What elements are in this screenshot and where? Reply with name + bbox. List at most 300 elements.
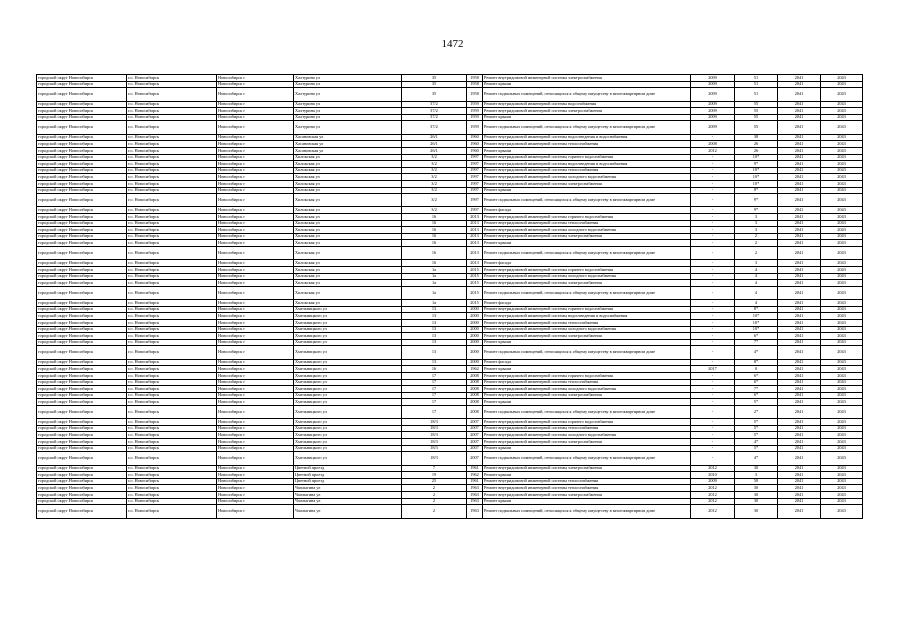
cell-work-type: Ремонт фасада xyxy=(483,207,691,214)
cell-street: Хилокская ул xyxy=(294,240,402,247)
cell-city: г.о. Новосибирск xyxy=(127,498,217,505)
cell-street: Хилокская ул xyxy=(294,260,402,267)
cell-city: г.о. Новосибирск xyxy=(127,227,217,234)
table-row xyxy=(37,207,863,214)
cell-build-year: 2008 xyxy=(467,372,483,379)
cell-work-type: Ремонт крыши xyxy=(483,498,691,505)
cell-plan-start: 2041 xyxy=(778,452,821,465)
cell-city: г.о. Новосибирск xyxy=(127,114,217,121)
table-row xyxy=(37,194,863,207)
page-number: 1472 xyxy=(441,38,464,50)
cell-street: Хилокская ул xyxy=(294,267,402,274)
cell-build-year: 1997 xyxy=(467,187,483,194)
cell-build-year: 2007 xyxy=(467,432,483,439)
cell-house: 3/2 xyxy=(402,207,467,214)
cell-plan-end: 2043 xyxy=(821,167,863,174)
cell-work-type: Ремонт подвальных помещений, относящихся к общему имуществу в многоквартирном доме xyxy=(483,286,691,299)
cell-last-repair-year: 2009 xyxy=(691,478,735,485)
cell-city: г.о. Новосибирск xyxy=(127,121,217,134)
cell-work-type: Ремонт внутридомовой инженерной системы электроснабжения xyxy=(483,465,691,472)
cell-city: г.о. Новосибирск xyxy=(127,439,217,446)
cell-street: Цветной проезд xyxy=(294,465,402,472)
cell-build-year: 2008 xyxy=(467,386,483,393)
cell-okrug: городской округ Новосибирск xyxy=(37,366,127,373)
cell-city: г.о. Новосибирск xyxy=(127,134,217,141)
cell-city: г.о. Новосибирск xyxy=(127,154,217,161)
cell-okrug: городской округ Новосибирск xyxy=(37,233,127,240)
cell-plan-start: 2041 xyxy=(778,88,821,101)
cell-wear-value: 10* xyxy=(735,167,778,174)
cell-okrug: городской округ Новосибирск xyxy=(37,392,127,399)
cell-street: Хилокская ул xyxy=(294,300,402,307)
cell-okrug: городской округ Новосибирск xyxy=(37,220,127,227)
cell-plan-start: 2041 xyxy=(778,399,821,406)
cell-house: 7 xyxy=(402,465,467,472)
cell-city: г.о. Новосибирск xyxy=(127,392,217,399)
cell-build-year: 2000 xyxy=(467,339,483,346)
cell-wear-value: 2 xyxy=(735,247,778,260)
table-row xyxy=(37,326,863,333)
cell-house: 13 xyxy=(402,346,467,359)
cell-work-type: Ремонт внутридомовой инженерной системы горячего водоснабжения xyxy=(483,214,691,221)
cell-plan-end: 2043 xyxy=(821,366,863,373)
cell-okrug: городской округ Новосибирск xyxy=(37,472,127,479)
cell-okrug: городской округ Новосибирск xyxy=(37,227,127,234)
cell-house: 13 xyxy=(402,319,467,326)
cell-okrug: городской округ Новосибирск xyxy=(37,267,127,274)
cell-plan-start: 2041 xyxy=(778,161,821,168)
cell-settlement: Новосибирск г xyxy=(217,207,294,214)
cell-build-year: 1960 xyxy=(467,147,483,154)
cell-plan-end: 2043 xyxy=(821,452,863,465)
cell-okrug: городской округ Новосибирск xyxy=(37,492,127,499)
cell-okrug: городской округ Новосибирск xyxy=(37,81,127,88)
table-row xyxy=(37,306,863,313)
cell-house: 2 xyxy=(402,492,467,499)
cell-wear-value: 9* xyxy=(735,207,778,214)
cell-house: 3/2 xyxy=(402,180,467,187)
cell-house: 2 xyxy=(402,498,467,505)
cell-street: Хмельницкого ул xyxy=(294,445,402,452)
cell-work-type: Ремонт крыши xyxy=(483,81,691,88)
cell-plan-start: 2041 xyxy=(778,101,821,108)
cell-plan-start: 2041 xyxy=(778,405,821,418)
cell-house: 18/3 xyxy=(402,439,467,446)
cell-street: Хасановская ул xyxy=(294,147,402,154)
cell-wear-value: 6* xyxy=(735,372,778,379)
cell-wear-value: 5* xyxy=(735,432,778,439)
cell-house: 1а xyxy=(402,267,467,274)
cell-plan-end: 2043 xyxy=(821,432,863,439)
cell-wear-value: 51 xyxy=(735,75,778,82)
cell-street: Хилокская ул xyxy=(294,154,402,161)
cell-house: 16 xyxy=(402,260,467,267)
cell-plan-start: 2041 xyxy=(778,300,821,307)
cell-street: Хилокская ул xyxy=(294,214,402,221)
cell-plan-start: 2041 xyxy=(778,346,821,359)
cell-settlement: Новосибирск г xyxy=(217,379,294,386)
table-row xyxy=(37,300,863,307)
cell-work-type: Ремонт крыши xyxy=(483,114,691,121)
table-body xyxy=(37,75,863,519)
cell-city: г.о. Новосибирск xyxy=(127,465,217,472)
cell-build-year: 2013 xyxy=(467,220,483,227)
cell-last-repair-year: 2009 xyxy=(691,101,735,108)
cell-house: 17 xyxy=(402,392,467,399)
cell-street: Хмельницкого ул xyxy=(294,372,402,379)
cell-build-year: 1959 xyxy=(467,101,483,108)
table-row xyxy=(37,505,863,518)
table-row xyxy=(37,386,863,393)
cell-plan-start: 2041 xyxy=(778,505,821,518)
cell-city: г.о. Новосибирск xyxy=(127,180,217,187)
cell-work-type: Ремонт внутридомовой инженерной системы электроснабжения xyxy=(483,439,691,446)
cell-plan-end: 2043 xyxy=(821,227,863,234)
cell-wear-value: 30 xyxy=(735,465,778,472)
cell-city: г.о. Новосибирск xyxy=(127,313,217,320)
cell-street: Хилокская ул xyxy=(294,280,402,287)
cell-city: г.о. Новосибирск xyxy=(127,445,217,452)
cell-house: 13 xyxy=(402,339,467,346)
cell-plan-start: 2041 xyxy=(778,425,821,432)
cell-city: г.о. Новосибирск xyxy=(127,359,217,366)
cell-last-repair-year: - xyxy=(691,174,735,181)
cell-work-type: Ремонт крыши xyxy=(483,445,691,452)
table-row xyxy=(37,339,863,346)
cell-plan-start: 2041 xyxy=(778,267,821,274)
cell-okrug: городской округ Новосибирск xyxy=(37,313,127,320)
cell-street: Чаплыгина ул xyxy=(294,485,402,492)
cell-okrug: городской округ Новосибирск xyxy=(37,333,127,340)
cell-last-repair-year: - xyxy=(691,399,735,406)
cell-okrug: городской округ Новосибирск xyxy=(37,439,127,446)
cell-work-type: Ремонт крыши xyxy=(483,399,691,406)
cell-build-year: 1997 xyxy=(467,154,483,161)
table-row xyxy=(37,174,863,181)
table-row xyxy=(37,485,863,492)
cell-work-type: Ремонт внутридомовой инженерной системы горячего водоснабжения xyxy=(483,372,691,379)
cell-wear-value: 26 xyxy=(735,147,778,154)
table-row xyxy=(37,280,863,287)
cell-wear-value: 55 xyxy=(735,108,778,115)
cell-work-type: Ремонт внутридомовой инженерной системы теплоснабжения xyxy=(483,478,691,485)
cell-last-repair-year: - xyxy=(691,220,735,227)
cell-last-repair-year: - xyxy=(691,313,735,320)
cell-city: г.о. Новосибирск xyxy=(127,161,217,168)
cell-plan-end: 2043 xyxy=(821,247,863,260)
cell-city: г.о. Новосибирск xyxy=(127,492,217,499)
table-row xyxy=(37,372,863,379)
cell-settlement: Новосибирск г xyxy=(217,214,294,221)
cell-wear-value: 3 xyxy=(735,227,778,234)
cell-street: Халтурина ул xyxy=(294,114,402,121)
cell-build-year: 1958 xyxy=(467,75,483,82)
cell-build-year: 1959 xyxy=(467,121,483,134)
cell-work-type: Ремонт внутридомовой инженерной системы холодного водоснабжения xyxy=(483,432,691,439)
cell-build-year: 1997 xyxy=(467,194,483,207)
cell-plan-end: 2043 xyxy=(821,472,863,479)
cell-okrug: городской округ Новосибирск xyxy=(37,359,127,366)
cell-okrug: городской округ Новосибирск xyxy=(37,75,127,82)
cell-city: г.о. Новосибирск xyxy=(127,167,217,174)
cell-plan-start: 2041 xyxy=(778,81,821,88)
cell-last-repair-year: 2010 xyxy=(691,472,735,479)
cell-plan-start: 2041 xyxy=(778,372,821,379)
cell-house: 37/2 xyxy=(402,101,467,108)
cell-plan-start: 2041 xyxy=(778,207,821,214)
table-row xyxy=(37,366,863,373)
cell-wear-value: 8* xyxy=(735,187,778,194)
cell-last-repair-year: - xyxy=(691,154,735,161)
cell-work-type: Ремонт внутридомовой инженерной системы электроснабжения xyxy=(483,75,691,82)
cell-city: г.о. Новосибирск xyxy=(127,300,217,307)
cell-work-type: Ремонт внутридомовой инженерной системы электроснабжения xyxy=(483,492,691,499)
cell-settlement: Новосибирск г xyxy=(217,425,294,432)
cell-settlement: Новосибирск г xyxy=(217,300,294,307)
cell-wear-value: 10* xyxy=(735,154,778,161)
cell-plan-end: 2043 xyxy=(821,154,863,161)
cell-okrug: городской округ Новосибирск xyxy=(37,399,127,406)
cell-wear-value: 4* xyxy=(735,452,778,465)
cell-city: г.о. Новосибирск xyxy=(127,366,217,373)
cell-last-repair-year: - xyxy=(691,214,735,221)
cell-okrug: городской округ Новосибирск xyxy=(37,432,127,439)
cell-city: г.о. Новосибирск xyxy=(127,147,217,154)
cell-wear-value: 9* xyxy=(735,194,778,207)
table-row xyxy=(37,445,863,452)
cell-settlement: Новосибирск г xyxy=(217,478,294,485)
cell-city: г.о. Новосибирск xyxy=(127,247,217,260)
cell-work-type: Ремонт внутридомовой инженерной системы теплоснабжения xyxy=(483,485,691,492)
cell-work-type: Ремонт внутридомовой инженерной системы теплоснабжения xyxy=(483,220,691,227)
cell-settlement: Новосибирск г xyxy=(217,108,294,115)
cell-okrug: городской округ Новосибирск xyxy=(37,121,127,134)
cell-plan-start: 2041 xyxy=(778,379,821,386)
cell-street: Халтурина ул xyxy=(294,81,402,88)
cell-okrug: городской округ Новосибирск xyxy=(37,300,127,307)
cell-plan-end: 2043 xyxy=(821,359,863,366)
cell-okrug: городской округ Новосибирск xyxy=(37,419,127,426)
cell-build-year: 2000 xyxy=(467,319,483,326)
cell-city: г.о. Новосибирск xyxy=(127,319,217,326)
cell-wear-value: 9* xyxy=(735,161,778,168)
cell-wear-value: 5* xyxy=(735,445,778,452)
cell-work-type: Ремонт внутридомовой инженерной системы холодного водоснабжения xyxy=(483,174,691,181)
cell-house: 37/2 xyxy=(402,108,467,115)
cell-settlement: Новосибирск г xyxy=(217,161,294,168)
cell-build-year: 2000 xyxy=(467,333,483,340)
cell-street: Халтурина ул xyxy=(294,108,402,115)
cell-plan-end: 2043 xyxy=(821,386,863,393)
cell-build-year: 2015 xyxy=(467,300,483,307)
cell-last-repair-year: - xyxy=(691,405,735,418)
cell-settlement: Новосибирск г xyxy=(217,386,294,393)
cell-wear-value: 10* xyxy=(735,326,778,333)
cell-street: Хмельницкого ул xyxy=(294,425,402,432)
cell-city: г.о. Новосибирск xyxy=(127,220,217,227)
cell-last-repair-year: - xyxy=(691,439,735,446)
cell-house: 13 xyxy=(402,333,467,340)
cell-house: 25 xyxy=(402,478,467,485)
table-row xyxy=(37,214,863,221)
cell-plan-start: 2041 xyxy=(778,419,821,426)
table-row xyxy=(37,392,863,399)
cell-last-repair-year: 2009 xyxy=(691,114,735,121)
cell-plan-end: 2043 xyxy=(821,194,863,207)
cell-settlement: Новосибирск г xyxy=(217,372,294,379)
cell-okrug: городской округ Новосибирск xyxy=(37,465,127,472)
cell-build-year: 1962 xyxy=(467,366,483,373)
cell-last-repair-year: - xyxy=(691,452,735,465)
cell-settlement: Новосибирск г xyxy=(217,432,294,439)
cell-street: Хилокская ул xyxy=(294,227,402,234)
cell-last-repair-year: - xyxy=(691,346,735,359)
cell-street: Хмельницкого ул xyxy=(294,379,402,386)
cell-settlement: Новосибирск г xyxy=(217,319,294,326)
cell-last-repair-year: - xyxy=(691,392,735,399)
table-row xyxy=(37,75,863,82)
cell-wear-value: 5* xyxy=(735,399,778,406)
cell-plan-start: 2041 xyxy=(778,439,821,446)
cell-street: Халтурина ул xyxy=(294,75,402,82)
cell-plan-end: 2043 xyxy=(821,174,863,181)
cell-plan-end: 2043 xyxy=(821,286,863,299)
cell-wear-value: 2 xyxy=(735,233,778,240)
cell-street: Хмельницкого ул xyxy=(294,313,402,320)
cell-house: 3/2 xyxy=(402,194,467,207)
cell-plan-start: 2041 xyxy=(778,359,821,366)
cell-street: Хмельницкого ул xyxy=(294,452,402,465)
cell-plan-start: 2041 xyxy=(778,273,821,280)
cell-work-type: Ремонт внутридомовой инженерной системы теплоснабжения xyxy=(483,167,691,174)
cell-build-year: 2000 xyxy=(467,326,483,333)
cell-wear-value: 30 xyxy=(735,498,778,505)
cell-plan-start: 2041 xyxy=(778,478,821,485)
cell-build-year: 2015 xyxy=(467,273,483,280)
cell-city: г.о. Новосибирск xyxy=(127,273,217,280)
cell-plan-start: 2041 xyxy=(778,114,821,121)
cell-plan-end: 2043 xyxy=(821,333,863,340)
cell-plan-end: 2043 xyxy=(821,419,863,426)
cell-city: г.о. Новосибирск xyxy=(127,187,217,194)
cell-settlement: Новосибирск г xyxy=(217,121,294,134)
cell-work-type: Ремонт крыши xyxy=(483,240,691,247)
cell-street: Хмельницкого ул xyxy=(294,405,402,418)
cell-settlement: Новосибирск г xyxy=(217,286,294,299)
table-row xyxy=(37,88,863,101)
cell-plan-end: 2043 xyxy=(821,280,863,287)
cell-plan-start: 2041 xyxy=(778,134,821,141)
cell-okrug: городской округ Новосибирск xyxy=(37,505,127,518)
cell-wear-value: 5* xyxy=(735,425,778,432)
cell-okrug: городской округ Новосибирск xyxy=(37,180,127,187)
cell-build-year: 1962 xyxy=(467,472,483,479)
cell-city: г.о. Новосибирск xyxy=(127,326,217,333)
cell-build-year: 2007 xyxy=(467,445,483,452)
table-row xyxy=(37,227,863,234)
cell-plan-end: 2043 xyxy=(821,339,863,346)
cell-last-repair-year: - xyxy=(691,339,735,346)
cell-plan-end: 2043 xyxy=(821,445,863,452)
table-row xyxy=(37,399,863,406)
cell-house: 35 xyxy=(402,88,467,101)
cell-house: 1а xyxy=(402,300,467,307)
cell-plan-end: 2043 xyxy=(821,372,863,379)
table-row xyxy=(37,180,863,187)
cell-okrug: городской округ Новосибирск xyxy=(37,154,127,161)
cell-last-repair-year: - xyxy=(691,134,735,141)
cell-plan-end: 2043 xyxy=(821,233,863,240)
cell-plan-end: 2043 xyxy=(821,214,863,221)
cell-build-year: 2013 xyxy=(467,260,483,267)
cell-street: Хмельницкого ул xyxy=(294,366,402,373)
cell-build-year: 2015 xyxy=(467,286,483,299)
cell-settlement: Новосибирск г xyxy=(217,180,294,187)
cell-okrug: городской округ Новосибирск xyxy=(37,405,127,418)
table-row xyxy=(37,154,863,161)
cell-wear-value: 38 xyxy=(735,134,778,141)
cell-wear-value: 4 xyxy=(735,267,778,274)
cell-plan-end: 2043 xyxy=(821,114,863,121)
cell-city: г.о. Новосибирск xyxy=(127,108,217,115)
cell-plan-start: 2041 xyxy=(778,386,821,393)
cell-street: Чаплыгина ул xyxy=(294,505,402,518)
cell-street: Чаплыгина ул xyxy=(294,492,402,499)
cell-work-type: Ремонт внутридомовой инженерной системы теплоснабжения xyxy=(483,379,691,386)
cell-street: Хмельницкого ул xyxy=(294,333,402,340)
cell-street: Хилокская ул xyxy=(294,220,402,227)
cell-build-year: 2007 xyxy=(467,439,483,446)
cell-house: 3/2 xyxy=(402,154,467,161)
cell-city: г.о. Новосибирск xyxy=(127,485,217,492)
cell-settlement: Новосибирск г xyxy=(217,472,294,479)
cell-last-repair-year: - xyxy=(691,300,735,307)
cell-plan-start: 2041 xyxy=(778,174,821,181)
cell-last-repair-year: - xyxy=(691,273,735,280)
cell-house: 1а xyxy=(402,273,467,280)
cell-build-year: 2013 xyxy=(467,214,483,221)
cell-work-type: Ремонт внутридомовой инженерной системы водоотведения и водоснабжения xyxy=(483,161,691,168)
cell-build-year: 2013 xyxy=(467,227,483,234)
cell-street: Цветной проезд xyxy=(294,478,402,485)
cell-okrug: городской округ Новосибирск xyxy=(37,379,127,386)
cell-house: 17 xyxy=(402,399,467,406)
cell-settlement: Новосибирск г xyxy=(217,346,294,359)
cell-settlement: Новосибирск г xyxy=(217,187,294,194)
cell-last-repair-year: - xyxy=(691,267,735,274)
cell-city: г.о. Новосибирск xyxy=(127,372,217,379)
cell-work-type: Ремонт крыши xyxy=(483,472,691,479)
cell-settlement: Новосибирск г xyxy=(217,174,294,181)
cell-last-repair-year: - xyxy=(691,379,735,386)
cell-settlement: Новосибирск г xyxy=(217,273,294,280)
cell-plan-start: 2041 xyxy=(778,498,821,505)
cell-settlement: Новосибирск г xyxy=(217,88,294,101)
cell-last-repair-year: 2009 xyxy=(691,75,735,82)
cell-plan-start: 2041 xyxy=(778,75,821,82)
cell-house: 17 xyxy=(402,379,467,386)
cell-work-type: Ремонт крыши xyxy=(483,339,691,346)
cell-house: 37/2 xyxy=(402,121,467,134)
cell-build-year: 2015 xyxy=(467,280,483,287)
cell-build-year: 2007 xyxy=(467,425,483,432)
cell-house: 16 xyxy=(402,220,467,227)
cell-plan-start: 2041 xyxy=(778,392,821,399)
cell-settlement: Новосибирск г xyxy=(217,339,294,346)
cell-city: г.о. Новосибирск xyxy=(127,432,217,439)
cell-settlement: Новосибирск г xyxy=(217,392,294,399)
cell-settlement: Новосибирск г xyxy=(217,134,294,141)
